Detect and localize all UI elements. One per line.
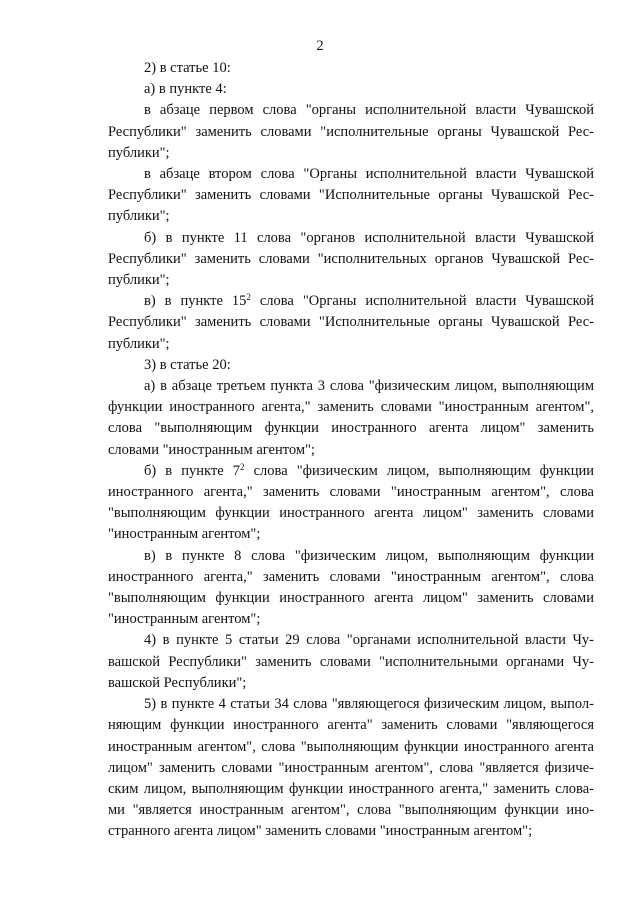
paragraph-item-11 [108,228,594,292]
paragraph-item-15-2 [108,291,594,355]
paragraph-article-10 [108,58,594,79]
paragraph-text: 4) в пункте 5 статьи 29 слова "органами исполнительной власти Чувашской Республики" заменить словами "исполнительными органами Чувашской Республики"; [108,632,594,691]
paragraph-article-20 [108,355,594,376]
paragraph-article-29 [108,630,594,694]
paragraph-text: 2) в статье 10: [144,60,231,76]
paragraph-text: в) в пункте 8 слова "физическим лицом, выполняющим функции иностранного агента," заменить словами "иностранным агентом", слова "выполняющим функции иностранного агента лицом" заменить словами "иностранным агентом"; [108,547,594,628]
paragraph-text: в) в пункте 15 [144,293,247,310]
paragraph-item-8 [108,546,594,631]
paragraph-text: 5) в пункте 4 статьи 34 слова "являющегося физическим лицом, выполняющим функции иностранного агента" заменить словами "являющегося иностранным агентом", слова "выполняющим функции иностранного агента лицом" заменить словами "иностранным агентом", слова "является физическим лицом, выполняющим функции иностранного агента," заменить словами "является иностранным агентом", слова "выполняющим функции иностранного агента лицом" заменить словами "иностранным агентом"; [108,696,594,840]
paragraph-text: в абзаце первом слова "органы исполнительной власти Чувашской Республики" заменить словами "исполнительные органы Чувашской Республики"; [108,102,594,161]
paragraph-text: в абзаце втором слова "Органы исполнительной власти Чувашской Республики" заменить словами "Исполнительные органы Чувашской Республики"; [108,166,594,225]
superscript: 2 [246,292,251,303]
paragraph-text: слова "Органы исполнительной власти Чувашской Республики" заменить словами "Исполнительные органы Чувашской Республики"; [108,293,594,352]
paragraph-text: а) в абзаце третьем пункта 3 слова "физическим лицом, выполняющим функции иностранного агента," заменить словами "иностранным агентом", слова "выполняющим функции иностранного агента лицом" заменить словами "иностранным агентом"; [108,378,594,458]
page-number: 2 [316,38,324,54]
paragraph-first-abzac [108,100,594,164]
paragraph-text: слова "физическим лицом, выполняющим функции иностранного агента," заменить словами "иностранным агентом", слова "выполняющим функции иностранного агента лицом" заменить словами "иностранным агентом"; [108,462,595,543]
paragraph-text: а) в пункте 4: [144,81,227,98]
paragraph-second-abzac [108,164,594,228]
paragraph-item-7-2 [108,461,594,546]
paragraph-text: б) в пункте 11 слова "органов исполнительной власти Чувашской Республики" заменить словами "исполнительных органов Чувашской Республики"; [108,229,594,289]
document-body [108,58,594,843]
paragraph-item-3 [108,376,594,461]
paragraph-item-4 [108,79,594,100]
superscript: 2 [240,461,245,472]
paragraph-article-34 [108,694,594,842]
paragraph-text: б) в пункте 7 [144,462,241,479]
paragraph-text: 3) в статье 20: [144,356,231,373]
